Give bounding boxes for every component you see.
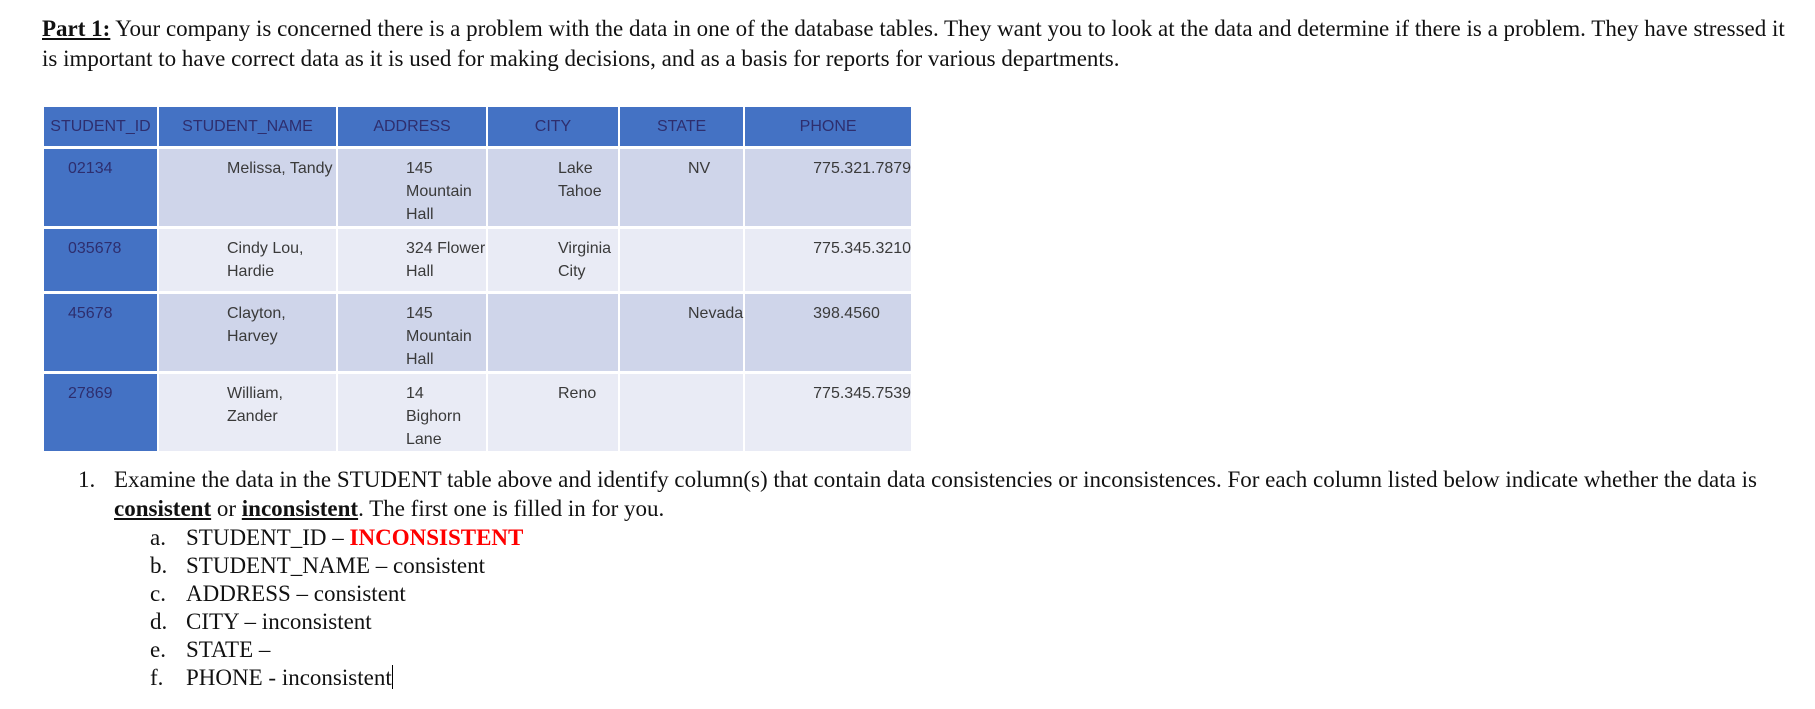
cell-student-name: Clayton, Harvey [159, 294, 336, 371]
item-letter: f. [150, 665, 164, 690]
cell-student-id: 035678 [44, 229, 157, 291]
address-text: 145 Mountain Hall [406, 160, 472, 223]
cell-city [488, 294, 618, 371]
item-letter: e. [150, 637, 166, 662]
item-letter: c. [150, 581, 166, 606]
part-label: Part 1: [42, 16, 111, 41]
answer-highlight: INCONSISTENT [349, 525, 524, 550]
question-number: 1. [78, 467, 96, 492]
cell-student-name [159, 229, 336, 291]
city-text: Lake Tahoe [558, 160, 602, 200]
answer-item-phone[interactable] [150, 663, 1798, 691]
cell-city [488, 229, 618, 291]
address-text: 324 Flower Hall [406, 240, 486, 280]
header-student-id: STUDENT_ID [44, 107, 157, 146]
item-text: STUDENT_ID – [186, 525, 350, 550]
table-row [44, 149, 911, 226]
cell-city [488, 149, 618, 226]
address-text: 145 Mountain Hall [406, 305, 472, 368]
cell-student-id: 02134 [44, 149, 157, 226]
header-student-name: STUDENT_NAME [159, 107, 336, 146]
cell-phone: 775.345.7539 [745, 374, 911, 451]
cell-student-name: William, Zander [159, 374, 336, 451]
header-address: ADDRESS [338, 107, 486, 146]
cell-state: NV [620, 149, 743, 226]
intro-text: Your company is concerned there is a problem with the data in one of the database tables. They want you to look at the data and determine if there is a problem. They have stressed it is important to have correct data as it is used for making decisions, and as a basis for reports for various departments. [42, 16, 1785, 71]
cell-phone: 398.4560 [745, 294, 911, 371]
header-phone: PHONE [745, 107, 911, 146]
keyword-inconsistent: inconsistent [241, 496, 359, 521]
cell-address [338, 149, 486, 226]
student-table [42, 104, 913, 454]
item-letter: b. [150, 553, 168, 578]
answer-item-state[interactable] [150, 635, 1798, 663]
name-text: Cindy Lou, Hardie [227, 240, 304, 280]
item-text: STUDENT_NAME – consistent [186, 553, 485, 578]
table-row [44, 294, 911, 371]
question-text-part: or [211, 496, 242, 521]
cell-student-name: Melissa, Tandy [159, 149, 336, 226]
table-row [44, 229, 911, 291]
question-1 [78, 465, 1798, 523]
table-header-row [44, 107, 911, 146]
item-text: ADDRESS – consistent [186, 581, 406, 606]
item-text: CITY – inconsistent [186, 609, 372, 634]
question-section [78, 465, 1798, 691]
answer-item-student-name[interactable] [150, 551, 1798, 579]
cell-state: Nevada [620, 294, 743, 371]
text-cursor [392, 665, 393, 689]
cell-address [338, 229, 486, 291]
cell-phone: 775.345.3210 [745, 229, 911, 291]
cell-state [620, 229, 743, 291]
intro-paragraph [42, 14, 1802, 74]
answer-item-address[interactable] [150, 579, 1798, 607]
answer-item-student-id[interactable] [150, 523, 1798, 551]
answer-item-city[interactable] [150, 607, 1798, 635]
cell-state [620, 374, 743, 451]
cell-address [338, 374, 486, 451]
cell-phone: 775.321.7879 [745, 149, 911, 226]
cell-city: Reno [488, 374, 618, 451]
question-text [114, 465, 1798, 523]
item-text: STATE – [186, 637, 271, 662]
cell-address [338, 294, 486, 371]
question-text-part: Examine the data in the STUDENT table above and identify column(s) that contain data consistencies or inconsistences. For each column listed below indicate whether the data is [114, 467, 1757, 492]
header-state: STATE [620, 107, 743, 146]
item-letter: d. [150, 609, 168, 634]
table-row [44, 374, 911, 451]
header-city: CITY [488, 107, 618, 146]
cell-student-id: 45678 [44, 294, 157, 371]
keyword-consistent: consistent [114, 496, 212, 521]
question-text-part: . The first one is filled in for you. [358, 496, 665, 521]
city-text: Virginia City [558, 240, 612, 280]
item-text: PHONE - inconsistent [186, 665, 392, 690]
cell-student-id: 27869 [44, 374, 157, 451]
item-letter: a. [150, 525, 166, 550]
answer-list[interactable] [150, 523, 1798, 691]
address-text: 14 Bighorn Lane [406, 385, 462, 448]
